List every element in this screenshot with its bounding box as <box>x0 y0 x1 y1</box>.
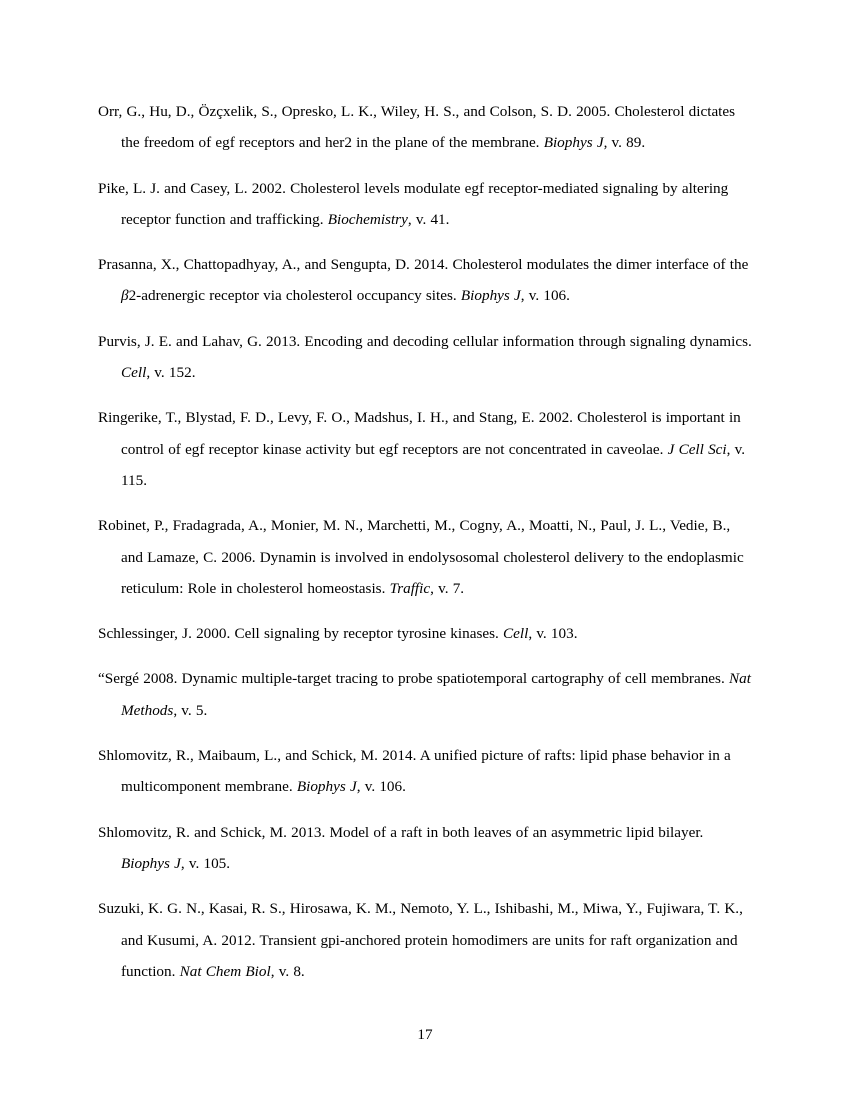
reference-entry-ringerike-2002 <box>98 402 752 496</box>
reference-journal: Cell <box>503 625 529 643</box>
reference-year: 2002. <box>538 409 573 427</box>
reference-authors: Prasanna, X., Chattopadhyay, A., and Sengupta, D. <box>98 256 410 274</box>
reference-journal: Nat Chem Biol <box>179 962 271 980</box>
reference-entry-prasanna-2014 <box>98 249 752 312</box>
reference-authors: Suzuki, K. G. N., Kasai, R. S., Hirosawa, K. M., Nemoto, Y. L., Ishibashi, M., Miwa, Y., Fujiwara, T. K., and Kusumi, A. <box>98 900 743 949</box>
reference-authors: Purvis, J. E. and Lahav, G. <box>98 332 262 350</box>
reference-volume: , v. 103. <box>528 625 578 643</box>
reference-entry-orr-2005 <box>98 96 752 159</box>
reference-authors: Ringerike, T., Blystad, F. D., Levy, F. O., Madshus, I. H., and Stang, E. <box>98 409 535 427</box>
reference-year: 2013. <box>291 823 326 841</box>
reference-authors: Shlomovitz, R. and Schick, M. <box>98 823 287 841</box>
reference-journal: J Cell Sci <box>667 440 727 458</box>
reference-year: 2002. <box>251 179 286 197</box>
reference-authors: Orr, G., Hu, D., Özçxelik, S., Opresko, L. K., Wiley, H. S., and Colson, S. D. <box>98 103 572 120</box>
reference-title: Cholesterol dictates the freedom of egf receptors and her2 in the plane of the membrane. <box>121 103 736 152</box>
reference-title: Encoding and decoding cellular information through signaling dynamics. <box>304 332 752 350</box>
page-number: 17 <box>417 1026 433 1043</box>
reference-entry-shlomovitz-2014 <box>98 740 752 803</box>
reference-journal: Cell <box>121 364 147 382</box>
reference-title: Dynamin is involved in endolysosomal cholesterol delivery to the endoplasmic reticulum: Role in cholesterol homeostasis. <box>121 548 744 597</box>
reference-volume: , v. 5. <box>173 701 208 719</box>
reference-entry-schlessinger-2000 <box>98 618 752 649</box>
reference-title: Dynamic multiple-target tracing to probe spatiotemporal cartography of cell membranes. <box>181 670 725 688</box>
reference-journal: Biochemistry <box>327 210 408 228</box>
reference-volume: , v. 115. <box>121 440 746 489</box>
reference-journal: Nat Methods <box>121 670 751 719</box>
reference-list <box>98 96 752 987</box>
reference-title-part-two: 2-adrenergic receptor via cholesterol occupancy sites. <box>128 287 457 305</box>
reference-volume: , v. 89. <box>603 134 646 152</box>
reference-journal: Biophys J <box>296 778 357 796</box>
reference-year: 2006. <box>221 548 256 566</box>
reference-year: 2005. <box>576 103 611 120</box>
reference-volume: , v. 105. <box>180 854 231 872</box>
beta-symbol: β <box>121 287 129 305</box>
reference-journal: Biophys J <box>543 134 604 152</box>
reference-authors: Schlessinger, J. <box>98 625 192 643</box>
reference-title: Cholesterol is important in control of egf receptor kinase activity but egf receptors are not concentrated in caveolae. <box>121 409 741 458</box>
reference-volume: , v. 106. <box>356 778 406 796</box>
reference-journal: Biophys J <box>460 287 521 305</box>
reference-title: A unified picture of rafts: lipid phase behavior in a multicomponent membrane. <box>121 747 731 796</box>
reference-title: Transient gpi-anchored protein homodimers are units for raft organization and function. <box>121 931 738 980</box>
reference-year: 2000. <box>196 625 231 643</box>
reference-entry-shlomovitz-2013 <box>98 817 752 880</box>
reference-journal: Biophys J <box>121 854 181 872</box>
reference-title: Cell signaling by receptor tyrosine kinases. <box>234 625 499 643</box>
reference-entry-pike-2002 <box>98 173 752 236</box>
reference-authors: Shlomovitz, R., Maibaum, L., and Schick, M. <box>98 747 378 765</box>
reference-year: 2014. <box>414 256 449 274</box>
reference-journal: Traffic <box>389 579 431 597</box>
reference-title: Cholesterol levels modulate egf receptor-mediated signaling by altering receptor function and trafficking. <box>121 179 729 228</box>
reference-year: 2014. <box>382 747 417 765</box>
reference-volume: , v. 41. <box>407 210 450 228</box>
reference-volume: , v. 152. <box>146 364 196 382</box>
reference-volume: , v. 8. <box>270 962 305 980</box>
reference-authors: “Sergé <box>98 670 140 688</box>
reference-title-part-one: Cholesterol modulates the dimer interface of the <box>452 256 749 274</box>
reference-year: 2012. <box>221 931 256 949</box>
reference-entry-purvis-2013 <box>98 326 752 389</box>
reference-title: Model of a raft in both leaves of an asymmetric lipid bilayer. <box>329 823 704 841</box>
reference-authors: Robinet, P., Fradagrada, A., Monier, M. N., Marchetti, M., Cogny, A., Moatti, N., Paul, J. L., Vedie, B., and Lamaze, C. <box>98 517 731 566</box>
reference-volume: , v. 106. <box>520 287 570 305</box>
reference-year: 2008. <box>143 670 178 688</box>
reference-entry-suzuki-2012 <box>98 893 752 987</box>
reference-authors: Pike, L. J. and Casey, L. <box>98 179 248 197</box>
reference-volume: , v. 7. <box>430 579 465 597</box>
reference-year: 2013. <box>266 332 301 350</box>
reference-entry-serge-2008 <box>98 663 752 726</box>
reference-entry-robinet-2006 <box>98 510 752 604</box>
